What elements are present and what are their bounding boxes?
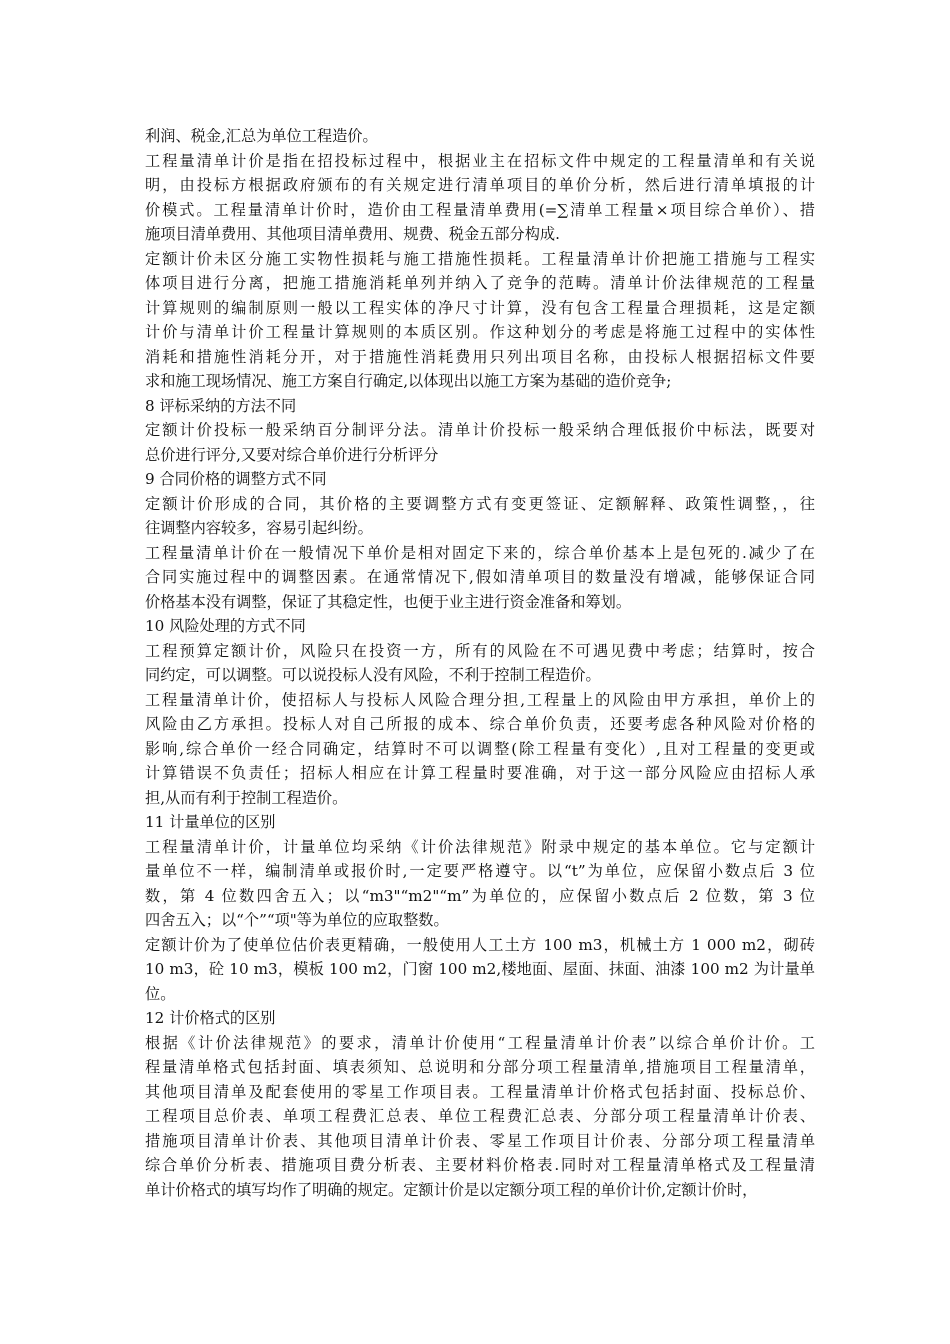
paragraph (145, 149, 815, 247)
text-line: 利润、税金,汇总为单位工程造价。 (145, 127, 378, 145)
paragraph (145, 124, 815, 149)
section-heading (145, 394, 815, 419)
section-heading (145, 810, 815, 835)
text-line: 定额计价为了使单位估价表更精确，一般使用人工土方 100 m3，机械土方 1 000 m2，砌砖 (145, 935, 815, 954)
heading-text: 12 计价格式的区别 (145, 1009, 276, 1027)
paragraph (145, 835, 815, 933)
text-line: 根据《计价法律规范》的要求，清单计价使用“工程量清单计价表”以综合单价计价。工 (145, 1033, 815, 1052)
text-line: 单计价格式的填写均作了明确的规定。定额计价是以定额分项工程的单价计价,定额计价时， (145, 1180, 758, 1199)
text-line: 措施项目清单计价表、其他项目清单计价表、零星工作项目计价表、分部分项工程量清单 (145, 1131, 815, 1150)
text-line: 10 m3，砼 10 m3，模板 100 m2，门窗 100 m2,楼地面、屋面、抹面、油漆 100 m2 为计量单 (145, 960, 815, 978)
paragraph (145, 492, 815, 541)
text-line: 工程量清单计价是指在招投标过程中，根据业主在招标文件中规定的工程量清单和有关说 (145, 151, 815, 170)
text-line: 明，由投标方根据政府颁布的有关规定进行清单项目的单价分析，然后进行清单填报的计 (145, 176, 815, 194)
text-line: 定额计价投标一般采纳百分制评分法。清单计价投标一般采纳合理低报价中标法，既要对 (145, 421, 815, 439)
text-line: 程量清单格式包括封面、填表须知、总说明和分部分项工程量清单,措施项目工程量清单， (145, 1058, 815, 1076)
heading-text: 9 合同价格的调整方式不同 (145, 470, 327, 488)
heading-text: 8 评标采纳的方法不同 (145, 396, 297, 415)
text-line: 计算规则的编制原则一般以工程实体的净尺寸计算，没有包含工程量合理损耗，这是定额 (145, 298, 815, 317)
text-line: 消耗和措施性消耗分开，对于措施性消耗费用只列出项目名称，由投标人根据招标文件要 (145, 347, 815, 366)
text-line: 同约定，可以调整。可以说投标人没有风险，不利于控制工程造价。 (145, 666, 601, 684)
text-line: 其他项目清单及配套使用的零星工作项目表。工程量清单计价格式包括封面、投标总价、 (145, 1082, 815, 1101)
text-line: 合同实施过程中的调整因素。在通常情况下,假如清单项目的数量没有增减，能够保证合同 (145, 568, 815, 586)
text-line: 计算错误不负责任；招标人相应在计算工程量时要准确，对于这一部分风险应由招标人承 (145, 764, 815, 782)
text-line: 定额计价形成的合同，其价格的主要调整方式有变更签证、定额解释、政策性调整，，往 (145, 494, 815, 513)
text-line: 工程预算定额计价，风险只在投资一方，所有的风险在不可遇见费中考虑；结算时，按合 (145, 641, 815, 660)
paragraph (145, 418, 815, 467)
text-line: 工程项目总价表、单项工程费汇总表、单位工程费汇总表、分部分项工程量清单计价表、 (145, 1107, 815, 1125)
paragraph (145, 933, 815, 1007)
text-line: 影响,综合单价一经合同确定，结算时不可以调整(除工程量有变化）,且对工程量的变更或 (145, 739, 815, 758)
paragraph (145, 639, 815, 688)
text-line: 往调整内容较多，容易引起纠纷。 (145, 519, 373, 537)
text-line: 价模式。工程量清单计价时，造价由工程量清单费用(=∑清单工程量×项目综合单价）、措 (145, 200, 815, 219)
section-heading (145, 614, 815, 639)
paragraph (145, 688, 815, 811)
text-line: 风险由乙方承担。投标人对自己所报的成本、综合单价负责，还要考虑各种风险对价格的 (145, 715, 815, 733)
paragraph (145, 1031, 815, 1203)
text-line: 数，第 4 位数四舍五入；以“m3"“m2"“m”为单位的，应保留小数点后 2 位数，第 3 位 (145, 886, 815, 905)
text-line: 工程量清单计价，计量单位均采纳《计价法律规范》附录中规定的基本单位。它与定额计 (145, 837, 815, 856)
text-line: 量单位不一样，编制清单或报价时,一定要严格遵守。以“t”为单位，应保留小数点后 3 位 (145, 862, 815, 880)
text-line: 价格基本没有调整，保证了其稳定性，也便于业主进行资金准备和筹划。 (145, 592, 631, 611)
text-line: 计价与清单计价工程量计算规则的本质区别。作这种划分的考虑是将施工过程中的实体性 (145, 323, 815, 341)
heading-text: 11 计量单位的区别 (145, 813, 276, 831)
paragraph (145, 541, 815, 615)
text-line: 求和施工现场情况、施工方案自行确定,以体现出以施工方案为基础的造价竞争; (145, 372, 672, 390)
text-line: 工程量清单计价，使招标人与投标人风险合理分担,工程量上的风险由甲方承担，单价上的 (145, 690, 815, 709)
document-page (145, 124, 815, 1202)
text-line: 体项目进行分离，把施工措施消耗单列并纳入了竞争的范畴。清单计价法律规范的工程量 (145, 274, 815, 292)
text-line: 担,从而有利于控制工程造价。 (145, 788, 348, 807)
text-line: 工程量清单计价在一般情况下单价是相对固定下来的，综合单价基本上是包死的.减少了在 (145, 543, 815, 562)
section-heading (145, 1006, 815, 1031)
text-line: 总价进行评分,又要对综合单价进行分析评分 (145, 445, 439, 464)
text-line: 施项目清单费用、其他项目清单费用、规费、税金五部分构成. (145, 225, 560, 243)
text-line: 位。 (145, 984, 176, 1003)
section-heading (145, 467, 815, 492)
text-line: 四舍五入；以“个”“项"等为单位的应取整数。 (145, 911, 449, 929)
text-line: 定额计价未区分施工实物性损耗与施工措施性损耗。工程量清单计价把施工措施与工程实 (145, 249, 815, 268)
heading-text: 10 风险处理的方式不同 (145, 617, 306, 635)
text-line: 综合单价分析表、措施项目费分析表、主要材料价格表.同时对工程量清单格式及工程量清 (145, 1156, 815, 1174)
paragraph (145, 247, 815, 394)
